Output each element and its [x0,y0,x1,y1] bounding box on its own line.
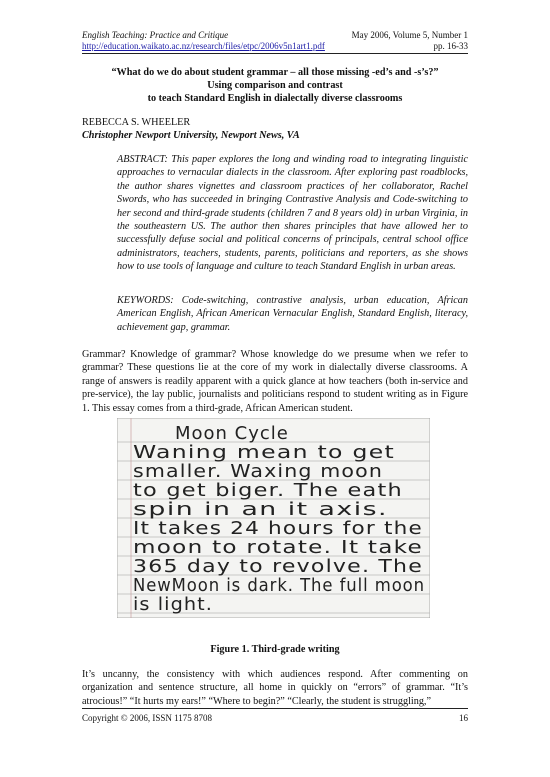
handwriting-line-3: smaller. Waxing moon [133,461,383,482]
issue-info: May 2006, Volume 5, Number 1 [351,30,468,40]
article-title [82,66,468,105]
handwriting-line-4: to get biger. The eath [133,480,403,501]
handwriting-line-6: It takes 24 hours for the [133,518,423,539]
page-number: 16 [459,713,468,723]
title-line-2: Using comparison and contrast [207,80,343,91]
handwriting-line-9: NewMoon is dark. The full moon [133,575,425,596]
keywords: KEYWORDS: Code-switching, contrastive analysis, urban education, African American English, African American Vernacular English, Standard English, literacy, achievement gap, grammar. [117,295,468,333]
journal-name: English Teaching: Practice and Critique [82,30,229,40]
handwriting-line-10: is light. [133,594,213,615]
header-divider [82,53,468,54]
figure-handwriting-image [117,418,430,618]
page-range: pp. 16-33 [433,41,468,51]
handwriting-line-7: moon to rotate. It take [133,537,423,558]
abstract: ABSTRACT: This paper explores the long and winding road to integrating linguistic approaches to vernacular dialects in the classroom. After exploring past roadblocks, the author shares vignettes and classroom practices of her collaborator, Rachel Swords, who has succeeded in bringing Contrastive Analysis and Code-switching to her second and third-grade students (children 7 and 8 years old) in urban Virginia, in the southeastern US. The author then shares principles that have allowed her to successfully defuse social and political concerns of principals, central school office administrators, teachers, students, parents, politicians and reporters, as she shows how to use tools of language and culture to teach Standard English in urban areas. [117,154,468,273]
title-line-1: “What do we do about student grammar – all those missing -ed’s and -s’s?” [111,67,439,78]
article-url-link[interactable]: http://education.waikato.ac.nz/research/files/etpc/2006v5n1art1.pdf [82,41,325,51]
author-name: REBECCA S. WHEELER [82,117,191,128]
handwriting-line-8: 365 day to revolve. The [133,556,423,577]
title-line-3: to teach Standard English in dialectally diverse classrooms [147,93,403,104]
copyright-notice: Copyright © 2006, ISSN 1175 8708 [82,713,213,723]
footer-divider [82,708,468,709]
handwriting-line-1: Moon Cycle [175,423,289,444]
body-paragraph-1: Grammar? Knowledge of grammar? Whose knowledge do we presume when we refer to grammar? These questions lie at the core of my work in dialectally diverse classrooms. A range of answers is readily apparent with a quick glance at how teachers (both in-service and pre-service), the lay public, journalists and politicians respond to student writing as in Figure 1. This essay comes from a third-grade, African American student. [82,349,468,414]
handwriting-line-5: spin in an it axis. [133,499,388,520]
running-footer [82,713,468,723]
body-paragraph-2: It’s uncanny, the consistency with which audiences respond. After commenting on organization and sentence structure, all home in quickly on “errors” of grammar. “It’s atrocious!” “It hurts my ears!” “Where to begin?” “Clearly, the student is struggling,” [82,669,468,707]
running-header [82,30,468,52]
figure-caption: Figure 1. Third-grade writing [210,644,340,655]
author-affiliation: Christopher Newport University, Newport News, VA [82,129,300,141]
handwriting-sample [117,418,430,618]
handwriting-line-2: Waning mean to get [133,442,395,463]
